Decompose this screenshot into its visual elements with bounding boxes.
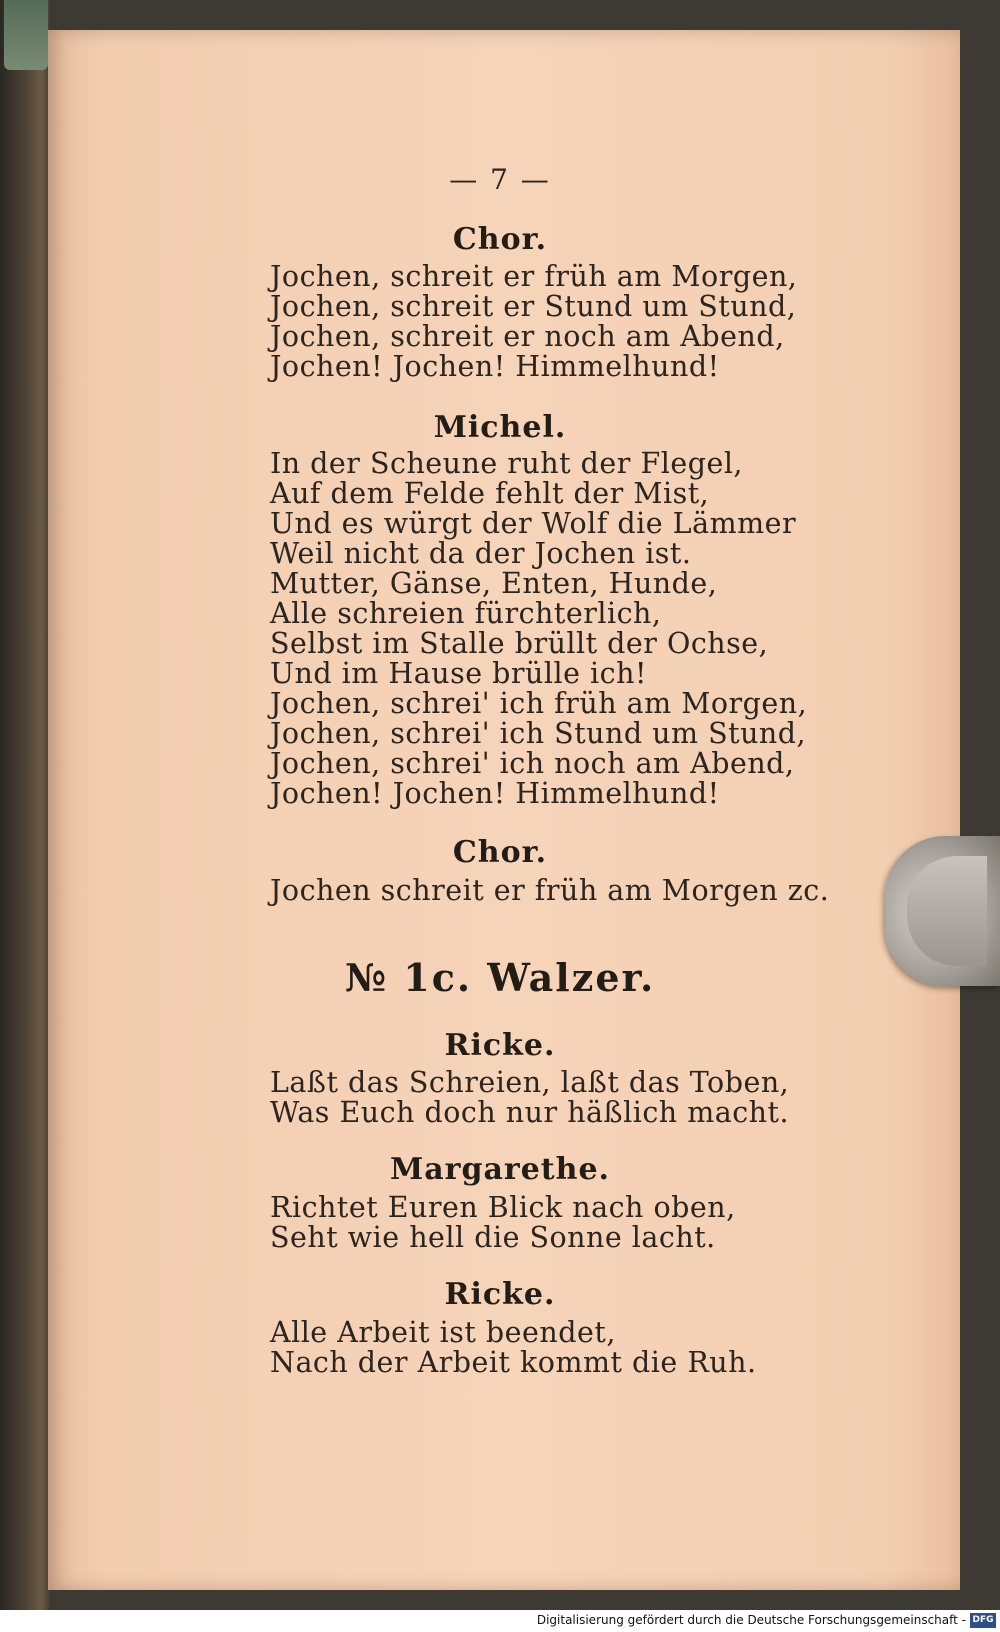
verse-line: Jochen, schreit er Stund um Stund,: [270, 290, 797, 323]
verse-line: Alle Arbeit ist beendet,: [270, 1316, 616, 1349]
speaker-heading: Michel.: [433, 410, 567, 445]
verse-line: Und im Hause brülle ich!: [270, 657, 647, 690]
dfg-logo: DFG: [970, 1613, 996, 1628]
speaker-heading: Ricke.: [444, 1277, 556, 1312]
verse-line: Alle schreien fürchterlich,: [270, 597, 662, 630]
verse-line: Jochen, schreit er früh am Morgen,: [270, 260, 798, 293]
page-clip-inner: [907, 856, 987, 966]
verse-line: Jochen! Jochen! Himmelhund!: [270, 777, 720, 810]
verse-line: Mutter, Gänse, Enten, Hunde,: [270, 567, 718, 600]
verse-line: Weil nicht da der Jochen ist.: [270, 537, 692, 570]
verse-line: Nach der Arbeit kommt die Ruh.: [270, 1346, 757, 1379]
speaker-heading: Chor.: [452, 835, 548, 870]
verse-line: Was Euch doch nur häßlich macht.: [270, 1096, 790, 1129]
funding-credit: Digitalisierung gefördert durch die Deutsche Forschungsgemeinschaft -: [536, 1613, 966, 1627]
verse-block: [270, 262, 930, 382]
speaker-heading: Margarethe.: [390, 1152, 610, 1187]
verse-block: [270, 1318, 930, 1378]
verse-line: Jochen schreit er früh am Morgen zc.: [270, 874, 830, 907]
footer-bar: [0, 1610, 1000, 1632]
verse-block: [270, 1068, 930, 1128]
section-title: № 1c. Walzer.: [344, 955, 656, 1000]
verse-line: Jochen! Jochen! Himmelhund!: [270, 350, 720, 383]
verse-line: Jochen, schrei' ich früh am Morgen,: [270, 687, 808, 720]
verse-line: Jochen, schrei' ich Stund um Stund,: [270, 717, 807, 750]
verse-line: Jochen, schreit er noch am Abend,: [270, 320, 785, 353]
verse-line: Laßt das Schreien, laßt das Toben,: [270, 1066, 790, 1099]
page-number: — 7 —: [449, 163, 551, 196]
verse-line: Selbst im Stalle brüllt der Ochse,: [270, 627, 769, 660]
verse-block: [270, 876, 930, 906]
speaker-heading: Chor.: [452, 222, 548, 257]
verse-line: Richtet Euren Blick nach oben,: [270, 1191, 736, 1224]
verse-line: In der Scheune ruht der Flegel,: [270, 447, 743, 480]
verse-line: Jochen, schrei' ich noch am Abend,: [270, 747, 795, 780]
verse-block: [270, 1193, 930, 1253]
verse-block: [270, 449, 930, 809]
verse-line: Auf dem Felde fehlt der Mist,: [270, 477, 710, 510]
spine-cloth: [4, 0, 48, 70]
verse-line: Und es würgt der Wolf die Lämmer: [270, 507, 797, 540]
verse-line: Seht wie hell die Sonne lacht.: [270, 1221, 716, 1254]
speaker-heading: Ricke.: [444, 1028, 556, 1063]
